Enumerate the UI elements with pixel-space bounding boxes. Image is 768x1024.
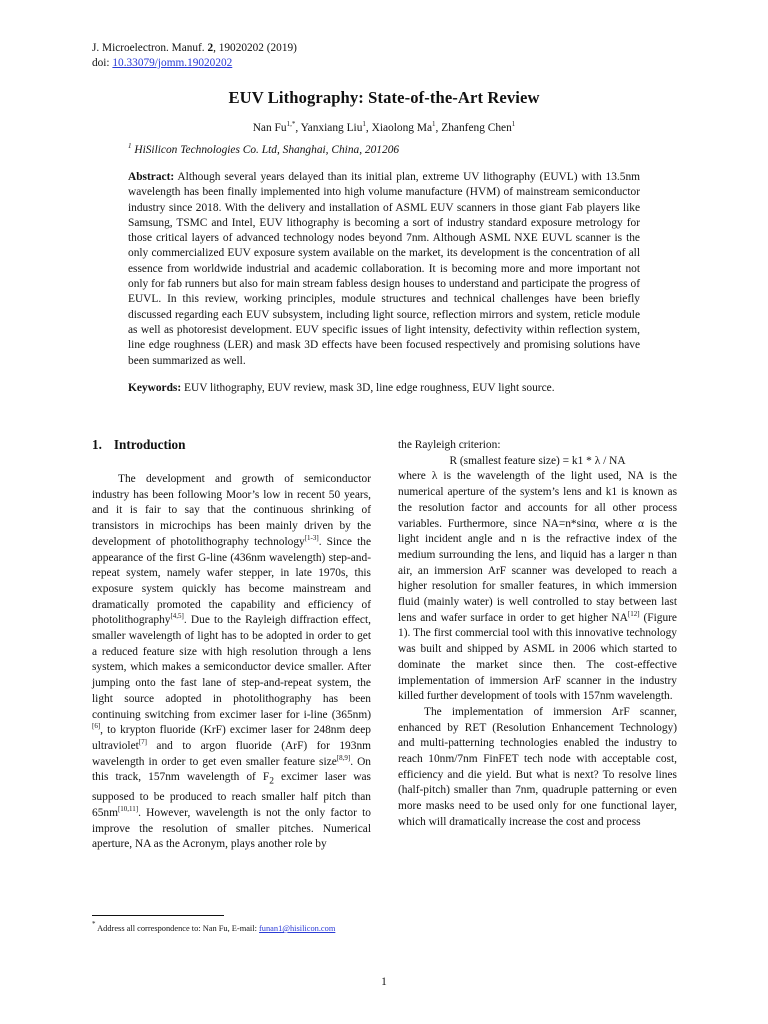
body-text: . However, wavelength is not the only factor to improve the resolution of smaller pitches. Numerical aperture, NA as the Acronym, plays another role by	[92, 807, 371, 851]
citation-ref: [1-3]	[304, 533, 319, 542]
doi-label: doi:	[92, 57, 113, 69]
continued-text: the Rayleigh criterion:	[398, 439, 501, 451]
citation-ref: [7]	[138, 737, 147, 746]
author-affil-sup: 1	[432, 120, 436, 128]
abstract-label: Abstract:	[128, 171, 175, 183]
citation-line	[92, 41, 297, 56]
section-heading	[92, 437, 185, 453]
affiliation-sup: 1	[128, 142, 132, 150]
right-column	[398, 438, 677, 831]
abstract	[128, 170, 640, 369]
author-affil-sup: 1	[362, 120, 366, 128]
keywords-label: Keywords:	[128, 382, 182, 394]
body-text: and to argon fluoride (ArF) for 193nm wavelength in order to get even smaller feature size	[92, 739, 371, 768]
author-separator: ,	[365, 122, 372, 134]
footnote-text: Address all correspondence to: Nan Fu, E-mail:	[95, 924, 260, 933]
body-text: The development and growth of semiconductor industry has been following Moor’s low in recent 50 years, and it is fair to say that the continuous shrinking of transistors in microchips has been mainly driven by the development of photolithography technology	[92, 473, 371, 548]
citation-ref: [8,9]	[336, 753, 351, 762]
author-name: Nan Fu	[252, 122, 287, 134]
citation-prefix: J. Microelectron. Manuf.	[92, 42, 208, 54]
author-name: Yanxiang Liu	[300, 122, 363, 134]
footnote-marker: *	[92, 920, 96, 928]
body-text: (Figure 1). The first commercial tool with this innovative technology was built and shipped by ASML in 2006 which started to dominate the market since then. The cost-effective implementation of immersion ArF scanner in the industry killed further development of tools with 157nm wavelength.	[398, 611, 677, 703]
author-affil-sup: 1	[511, 120, 516, 128]
section-title: Introduction	[113, 437, 186, 452]
author-affil-sup: 1,*	[286, 120, 296, 128]
author-name: Zhanfeng Chen	[441, 122, 512, 134]
abstract-text: Although several years delayed than its initial plan, extreme UV lithography (EUVL) with 13.5nm wavelength has been finally implemented into high volume manufacture (HVM) of mainstream semiconductor industry since 2018. With the delivery and installation of ASML EUV scanners in those giant Fab players like Samsung, TSMC and Intel, EUV lithography is becoming a sort of industry standard exposure metrology for those critical layers of advanced technology nodes beyond 7nm. Although ASML NXE EUVL scanner is the only commercialized EUV exposure system available on the market, its development is the concentration of all essence from worldwide industrial and academic collaboration. It is becoming more and more important not only for fab runners but also for main stream fabless design houses to understand and participate the progress of EUVL. In this review, working principles, module structures and technical challenges have been briefly discussed regarding each EUV subsystem, including light source, reflection mirrors and system, reticle module as well as photoresist development. EUV specific issues of light intensity, defectivity within reflection system, line edge roughness (LER) and mask 3D effects have been focused respectively and promising solutions have been summarized as well.	[128, 171, 640, 367]
author-name: Xiaolong Ma	[371, 122, 433, 134]
keywords-text: EUV lithography, EUV review, mask 3D, line edge roughness, EUV light source.	[181, 382, 555, 394]
intro-paragraph	[92, 472, 371, 853]
email-link[interactable]: funan1@hisilicon.com	[259, 924, 336, 933]
affiliation-text: HiSilicon Technologies Co. Ltd, Shanghai, China, 201206	[131, 144, 400, 156]
citation-volume: 2	[207, 42, 214, 54]
body-text: , to krypton fluoride (KrF) excimer laser for 248nm deep ultraviolet	[92, 724, 371, 752]
citation-suffix: , 19020202 (2019)	[213, 42, 297, 54]
author-separator: ,	[435, 122, 442, 134]
author-list	[0, 122, 768, 134]
citation-ref: [6]	[92, 722, 101, 731]
body-paragraph: The implementation of immersion ArF scanner, enhanced by RET (Resolution Enhancement Technology) and multi-patterning technologies enabled the industry to reach 10nm/7nm FinFET tech node with acceptable cost, efficiency and die yield. But what is next? To resolve lines (half-pitch) smaller than 7nm, quadruple patterning or even more masks need to be used only for one functional layer, which will dramatically increase the cost and process	[398, 705, 677, 828]
footnote	[92, 920, 336, 933]
author-separator: ,	[295, 122, 301, 134]
citation-ref: [12]	[627, 609, 640, 618]
doi-line	[92, 56, 297, 71]
paper-title: EUV Lithography: State-of-the-Art Review	[228, 88, 540, 107]
body-text: . Since the appearance of the first G-line (436nm wavelength) step-and-repeat system, namely wafer stepper, in late 1970s, this exposure system quickly has become mainstream and dramatically promoted the capability and efficiency of photolithography	[92, 535, 371, 627]
doi-link[interactable]: 10.33079/jomm.19020202	[112, 57, 233, 69]
body-text: where λ is the wavelength of the light used, NA is the numerical aperture of the system’s lens and k1 is known as the resolution factor and accounts for all other process variables. Furthermore, since NA=n*sinα, where α is the light incident angle and n is the refractive index of the medium surrounding the lens, and liquid has a larger n than air, an immersion ArF scanner was developed to reach a higher resolution for smaller features, in which immersion fluid (mainly water) is well controlled to stay between last lens and wafer surface in order to get higher NA	[398, 470, 677, 624]
citation-ref: [10,11]	[117, 805, 139, 814]
keywords	[128, 382, 648, 394]
journal-header	[92, 41, 297, 71]
subscript: 2	[269, 776, 274, 787]
affiliation	[128, 144, 399, 156]
footnote-rule	[92, 915, 224, 916]
rayleigh-formula: R (smallest feature size) = k1 * λ / NA	[449, 454, 626, 467]
body-text: excimer laser was supposed to be produced to reach smaller half pitch than 65nm	[92, 771, 371, 820]
section-number: 1.	[92, 437, 102, 452]
body-paragraph	[398, 469, 677, 705]
body-text: . Due to the Rayleigh diffraction effect, smaller wavelength of light has to be adopted in order to get a reduced feature size with high resolution through a lens system, which makes a semiconductor device smaller. After jumping onto the fast lane of step-and-repeat system, the light source adopted in photolithography has been continuing switching from excimer laser for i-line (365nm)	[92, 614, 371, 721]
page-number: 1	[381, 976, 387, 988]
citation-ref: [4,5]	[170, 612, 184, 621]
left-column	[92, 472, 371, 853]
body-text: . On this track, 157nm wavelength of F	[92, 755, 371, 784]
